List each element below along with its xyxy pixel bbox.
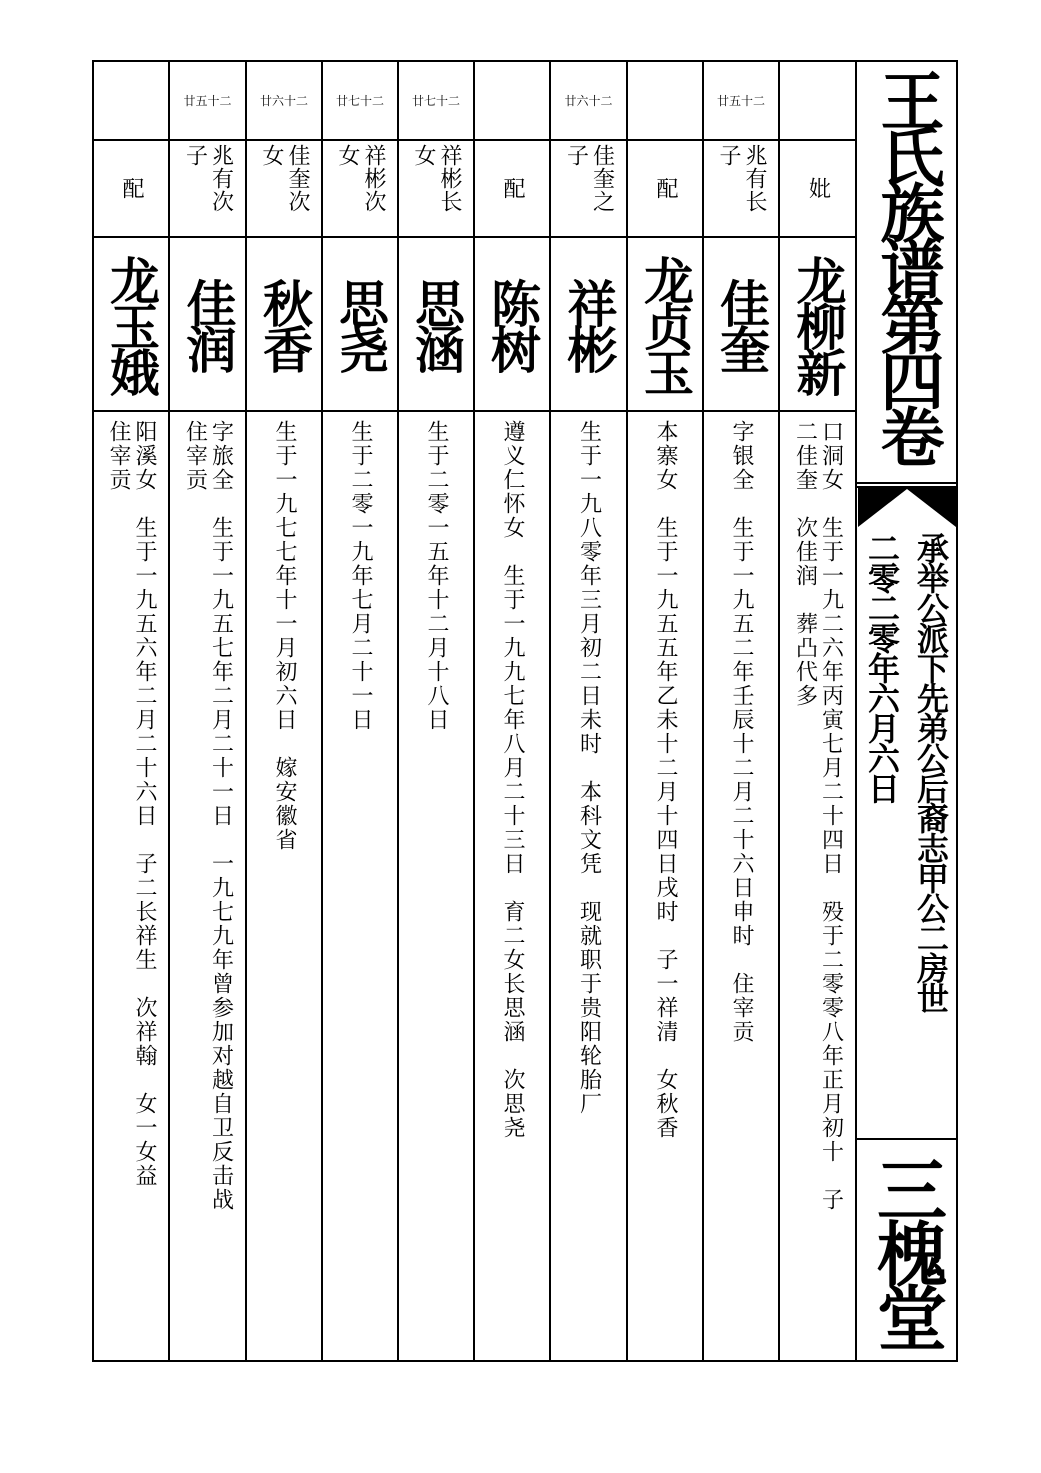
person-name-cell [628, 238, 702, 410]
biography-text-cell [628, 412, 702, 1360]
biography-text: 生于一九八零年三月初二日未时 本科文凭 现就职于贵阳轮胎厂 [576, 420, 602, 1116]
generation-label: 廿五十二 [183, 94, 232, 108]
relation-label-cell [170, 141, 245, 236]
branch-subtitle [906, 532, 956, 1132]
person-name-cell [475, 238, 549, 410]
biography-text: 阳溪女 生于一九五六年二月二十六日 子二长祥生 次祥翰 女一女益 住宰贡 [106, 420, 157, 1188]
generation-label-cell [399, 62, 473, 139]
biography-text-cell [475, 412, 549, 1360]
biography-text-cell [94, 412, 168, 1360]
generation-label-cell [780, 62, 855, 139]
person-name: 龙玉娥 [102, 255, 161, 393]
relation-label: 配 [500, 177, 525, 200]
person-name: 思尧 [331, 278, 390, 370]
relation-label: 兆有长子 [716, 143, 767, 213]
relation-label: 祥彬次女 [335, 143, 386, 213]
biography-text: 口洞女 生于一九二六年丙寅七月二十四日 殁于二零零八年正月初十 子 二佳奎 次佳润 葬凸代多 [792, 420, 844, 1212]
banner-ornament [858, 487, 956, 527]
relation-label-cell [475, 141, 549, 236]
volume-title-text: 王氏族谱第四卷 [869, 68, 945, 460]
person-name: 秋香 [255, 278, 314, 370]
biography-text: 遵义仁怀女 生于一九九七年八月二十三日 育二女长思涵 次思尧 [500, 420, 525, 1140]
person-name-cell [551, 238, 626, 410]
generation-label-cell [323, 62, 397, 139]
relation-label-cell [247, 141, 321, 236]
relation-label-cell [399, 141, 473, 236]
generation-label-cell [704, 62, 778, 139]
relation-label-cell [323, 141, 397, 236]
biography-text: 字银全 生于一九五二年壬辰十二月二十六日申时 住宰贡 [729, 420, 754, 1044]
generation-label: 廿六十二 [259, 94, 308, 108]
biography-text-cell [551, 412, 626, 1360]
person-name-cell [247, 238, 321, 410]
generation-label-cell [551, 62, 626, 139]
biography-text-cell [323, 412, 397, 1360]
biography-text: 字旅全 生于一九五七年二月二十一日 一九七九年曾参加对越自卫反击战 住宰贡 [182, 420, 234, 1212]
relation-label: 祥彬长女 [411, 143, 462, 213]
generation-label-cell [94, 62, 168, 139]
title-divider [857, 482, 956, 484]
biography-text-cell [704, 412, 778, 1360]
hall-name-text: 三槐堂 [865, 1154, 949, 1346]
compile-date [862, 532, 902, 1132]
generation-label-cell [247, 62, 321, 139]
person-name-cell [94, 238, 168, 410]
biography-text: 生于一九七七年十一月初六日 嫁安徽省 [272, 420, 297, 852]
person-name: 佳奎 [712, 278, 771, 370]
relation-label-cell [704, 141, 778, 236]
person-name: 佳润 [178, 278, 238, 370]
person-name: 陈树 [483, 278, 542, 370]
volume-title [857, 62, 956, 482]
biography-text: 本寨女 生于一九五五年乙未十二月十四日戌时 子一祥清 女秋香 [653, 420, 678, 1140]
branch-subtitle-text: 承举公派下先弟公后裔志甲公二房世 [912, 532, 950, 1012]
relation-label-cell [94, 141, 168, 236]
biography-text: 生于二零一九年七月二十一日 [348, 420, 373, 732]
generation-label: 廿六十二 [564, 94, 613, 108]
relation-label: 配 [119, 177, 144, 200]
relation-label: 妣 [805, 177, 831, 200]
relation-label: 佳奎之子 [563, 143, 615, 213]
relation-label-cell [780, 141, 855, 236]
hall-name [857, 1140, 956, 1360]
relation-label: 配 [653, 177, 678, 200]
biography-text: 生于二零一五年十二月十八日 [424, 420, 449, 732]
person-name-cell [399, 238, 473, 410]
person-name-cell [323, 238, 397, 410]
person-name: 龙柳新 [788, 255, 848, 393]
person-name: 思涵 [407, 278, 466, 370]
person-name-cell [704, 238, 778, 410]
generation-label-cell [170, 62, 245, 139]
person-name-cell [780, 238, 855, 410]
generation-label: 廿七十二 [335, 94, 384, 108]
person-name: 祥彬 [559, 278, 619, 370]
generation-label: 廿七十二 [411, 94, 460, 108]
biography-text-cell [170, 412, 245, 1360]
biography-text-cell [780, 412, 855, 1360]
generation-label-cell [475, 62, 549, 139]
relation-label: 佳奎次女 [259, 143, 310, 213]
person-name: 龙贞玉 [636, 255, 695, 393]
relation-label: 兆有次子 [182, 143, 234, 213]
compile-date-text: 二零二零年六月六日 [863, 532, 901, 802]
biography-text-cell [247, 412, 321, 1360]
generation-label: 廿五十二 [716, 94, 765, 108]
relation-label-cell [551, 141, 626, 236]
person-name-cell [170, 238, 245, 410]
relation-label-cell [628, 141, 702, 236]
generation-label-cell [628, 62, 702, 139]
biography-text-cell [399, 412, 473, 1360]
